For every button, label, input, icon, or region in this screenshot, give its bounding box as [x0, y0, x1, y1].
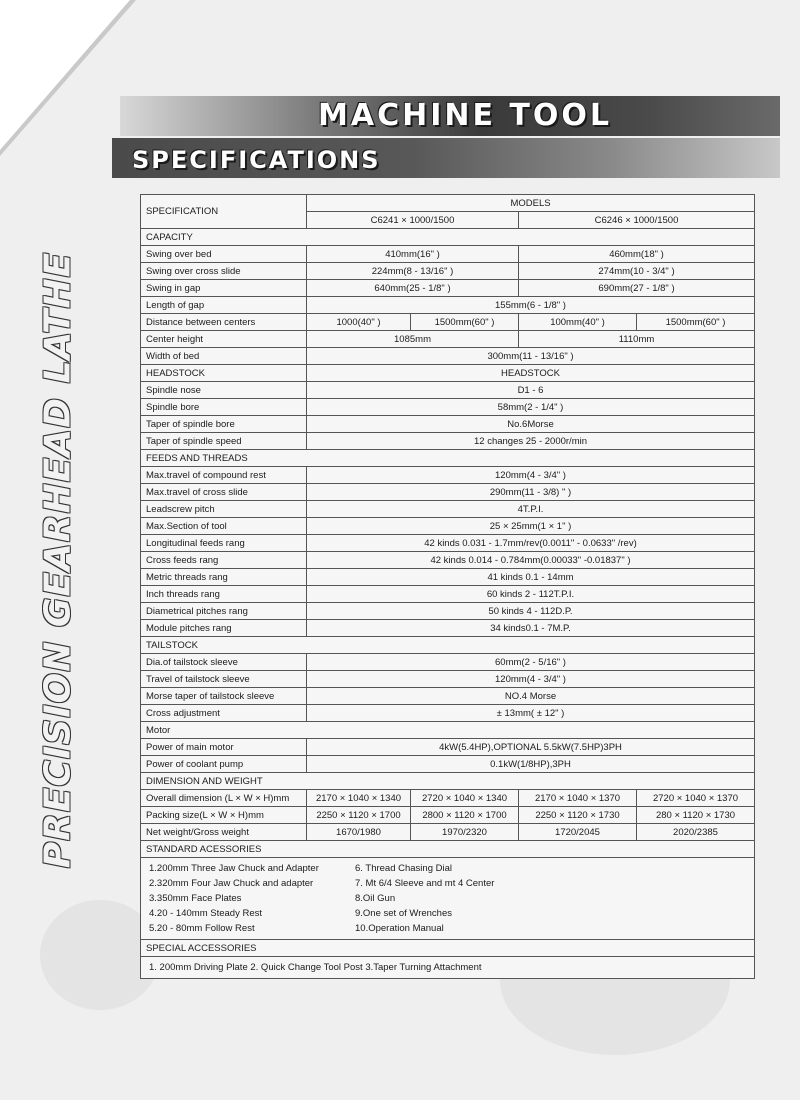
row-value: 120mm(4 - 3/4" ) — [307, 467, 755, 484]
row-value: 42 kinds 0.014 - 0.784mm(0.00033" -0.01837" ) — [307, 552, 755, 569]
row-label: Spindle bore — [141, 399, 307, 416]
section-special-accessories: SPECIAL ACCESSORIES — [141, 940, 755, 957]
row-label: Max.travel of cross slide — [141, 484, 307, 501]
row-value: 460mm(18" ) — [519, 246, 755, 263]
row-value: 2250 × 1120 × 1700 — [307, 807, 411, 824]
section-tailstock: TAILSTOCK — [141, 637, 755, 654]
row-value: 300mm(11 - 13/16" ) — [307, 348, 755, 365]
model-a-header: C6241 × 1000/1500 — [307, 212, 519, 229]
row-value: 1000(40" ) — [307, 314, 411, 331]
row-value: 1720/2045 — [519, 824, 637, 841]
section-row — [141, 841, 755, 858]
row-label: Inch threads rang — [141, 586, 307, 603]
side-title — [33, 180, 83, 940]
row-label: Max.Section of tool — [141, 518, 307, 535]
section-row — [141, 365, 755, 382]
section-row — [141, 450, 755, 467]
row-label: Diametrical pitches rang — [141, 603, 307, 620]
row-value: 2720 × 1040 × 1340 — [411, 790, 519, 807]
list-item: 3.350mm Face Plates — [149, 893, 242, 904]
row-label: Spindle nose — [141, 382, 307, 399]
row-label: Dia.of tailstock sleeve — [141, 654, 307, 671]
section-capacity: CAPACITY — [141, 229, 755, 246]
section-row — [141, 722, 755, 739]
table-row — [141, 603, 755, 620]
table-row — [141, 297, 755, 314]
table-row — [141, 807, 755, 824]
table-row — [141, 518, 755, 535]
table-row — [141, 586, 755, 603]
row-label: Leadscrew pitch — [141, 501, 307, 518]
row-value: 280 × 1120 × 1730 — [637, 807, 755, 824]
row-label: Overall dimension (L × W × H)mm — [141, 790, 307, 807]
row-value: 12 changes 25 - 2000r/min — [307, 433, 755, 450]
table-row — [141, 416, 755, 433]
spec-table — [140, 194, 755, 979]
standard-accessories-list — [141, 858, 755, 940]
side-title-text: PRECISION GEARHEAD LATHE — [37, 251, 79, 869]
row-value: 120mm(4 - 3/4" ) — [307, 671, 755, 688]
row-value: 50 kinds 4 - 112D.P. — [307, 603, 755, 620]
row-label: Travel of tailstock sleeve — [141, 671, 307, 688]
row-value: 640mm(25 - 1/8" ) — [307, 280, 519, 297]
list-item: 7. Mt 6/4 Sleeve and mt 4 Center — [355, 878, 495, 889]
list-item: 1.200mm Three Jaw Chuck and Adapter — [149, 863, 319, 874]
table-row — [141, 467, 755, 484]
table-row — [141, 399, 755, 416]
table-row — [141, 705, 755, 722]
page-fold-corner — [0, 0, 130, 150]
table-row — [141, 263, 755, 280]
row-label: Morse taper of tailstock sleeve — [141, 688, 307, 705]
section-headstock: HEADSTOCK — [141, 365, 307, 382]
table-row — [141, 620, 755, 637]
table-row — [141, 433, 755, 450]
table-row — [141, 484, 755, 501]
section-dimension-weight: DIMENSION AND WEIGHT — [141, 773, 755, 790]
row-value: D1 - 6 — [307, 382, 755, 399]
section-row — [141, 637, 755, 654]
table-row — [141, 348, 755, 365]
table-row — [141, 671, 755, 688]
row-label: Max.travel of compound rest — [141, 467, 307, 484]
row-value: NO.4 Morse — [307, 688, 755, 705]
row-label: Module pitches rang — [141, 620, 307, 637]
list-item: 2.320mm Four Jaw Chuck and adapter — [149, 878, 314, 889]
row-label: Metric threads rang — [141, 569, 307, 586]
section-headstock-value: HEADSTOCK — [307, 365, 755, 382]
section-standard-accessories: STANDARD ACESSORIES — [141, 841, 755, 858]
row-value: 274mm(10 - 3/4" ) — [519, 263, 755, 280]
row-value: 2170 × 1040 × 1340 — [307, 790, 411, 807]
model-b-header: C6246 × 1000/1500 — [519, 212, 755, 229]
table-row — [141, 654, 755, 671]
row-value: 42 kinds 0.031 - 1.7mm/rev(0.0011" - 0.0633" /rev) — [307, 535, 755, 552]
list-item: 10.Operation Manual — [355, 923, 444, 934]
special-accessories-list: 1. 200mm Driving Plate 2. Quick Change Tool Post 3.Taper Turning Attachment — [141, 957, 755, 979]
table-row — [141, 382, 755, 399]
row-label: Power of coolant pump — [141, 756, 307, 773]
row-value: 155mm(6 - 1/8" ) — [307, 297, 755, 314]
row-value: 60mm(2 - 5/16" ) — [307, 654, 755, 671]
table-row — [141, 246, 755, 263]
list-item: 5.20 - 80mm Follow Rest — [149, 923, 255, 934]
row-value: 690mm(27 - 1/8" ) — [519, 280, 755, 297]
page-title: MACHINE TOOL — [318, 98, 612, 133]
row-value: 2020/2385 — [637, 824, 755, 841]
row-value: 25 × 25mm(1 × 1" ) — [307, 518, 755, 535]
table-row — [141, 569, 755, 586]
row-label: Power of main motor — [141, 739, 307, 756]
section-row — [141, 940, 755, 957]
row-value: 1670/1980 — [307, 824, 411, 841]
table-row — [141, 739, 755, 756]
accessories-left-column — [149, 861, 355, 936]
table-row — [141, 756, 755, 773]
row-value: 1110mm — [519, 331, 755, 348]
table-row — [141, 280, 755, 297]
row-value: No.6Morse — [307, 416, 755, 433]
row-value: 41 kinds 0.1 - 14mm — [307, 569, 755, 586]
row-value: 2250 × 1120 × 1730 — [519, 807, 637, 824]
page-subtitle: SPECIFICATIONS — [132, 146, 381, 174]
row-label: Cross feeds rang — [141, 552, 307, 569]
table-row — [141, 688, 755, 705]
table-row — [141, 314, 755, 331]
list-item: 8.Oil Gun — [355, 893, 396, 904]
row-value: 4T.P.I. — [307, 501, 755, 518]
row-label: Longitudinal feeds rang — [141, 535, 307, 552]
spec-header-label: SPECIFICATION — [141, 195, 307, 229]
row-value: 2720 × 1040 × 1370 — [637, 790, 755, 807]
row-label: Length of gap — [141, 297, 307, 314]
row-label: Taper of spindle bore — [141, 416, 307, 433]
table-row — [141, 552, 755, 569]
table-row — [141, 957, 755, 979]
row-label: Swing over cross slide — [141, 263, 307, 280]
section-row — [141, 773, 755, 790]
table-row — [141, 501, 755, 518]
row-label: Packing size(L × W × H)mm — [141, 807, 307, 824]
row-value: 2800 × 1120 × 1700 — [411, 807, 519, 824]
row-value: ± 13mm( ± 12" ) — [307, 705, 755, 722]
row-value: 1970/2320 — [411, 824, 519, 841]
row-label: Net weight/Gross weight — [141, 824, 307, 841]
row-value: 100mm(40" ) — [519, 314, 637, 331]
row-label: Swing over bed — [141, 246, 307, 263]
section-motor: Motor — [141, 722, 755, 739]
row-value: 410mm(16" ) — [307, 246, 519, 263]
accessories-right-column — [355, 861, 561, 936]
row-value: 0.1kW(1/8HP),3PH — [307, 756, 755, 773]
table-row — [141, 824, 755, 841]
row-value: 1500mm(60" ) — [637, 314, 755, 331]
row-value: 1085mm — [307, 331, 519, 348]
table-row — [141, 790, 755, 807]
row-value: 2170 × 1040 × 1370 — [519, 790, 637, 807]
row-label: Taper of spindle speed — [141, 433, 307, 450]
models-header: MODELS — [307, 195, 755, 212]
table-row — [141, 331, 755, 348]
row-value: 290mm(11 - 3/8) " ) — [307, 484, 755, 501]
table-row — [141, 195, 755, 212]
section-row — [141, 229, 755, 246]
list-item: 9.One set of Wrenches — [355, 908, 452, 919]
list-item: 6. Thread Chasing Dial — [355, 863, 452, 874]
row-label: Cross adjustment — [141, 705, 307, 722]
table-row — [141, 858, 755, 940]
row-label: Distance between centers — [141, 314, 307, 331]
row-label: Swing in gap — [141, 280, 307, 297]
row-value: 224mm(8 - 13/16" ) — [307, 263, 519, 280]
table-row — [141, 535, 755, 552]
row-value: 4kW(5.4HP),OPTIONAL 5.5kW(7.5HP)3PH — [307, 739, 755, 756]
row-value: 34 kinds0.1 - 7M.P. — [307, 620, 755, 637]
row-label: Width of bed — [141, 348, 307, 365]
row-value: 1500mm(60" ) — [411, 314, 519, 331]
list-item: 4.20 - 140mm Steady Rest — [149, 908, 262, 919]
row-value: 58mm(2 - 1/4" ) — [307, 399, 755, 416]
row-label: Center height — [141, 331, 307, 348]
section-feeds-threads: FEEDS AND THREADS — [141, 450, 755, 467]
row-value: 60 kinds 2 - 112T.P.I. — [307, 586, 755, 603]
